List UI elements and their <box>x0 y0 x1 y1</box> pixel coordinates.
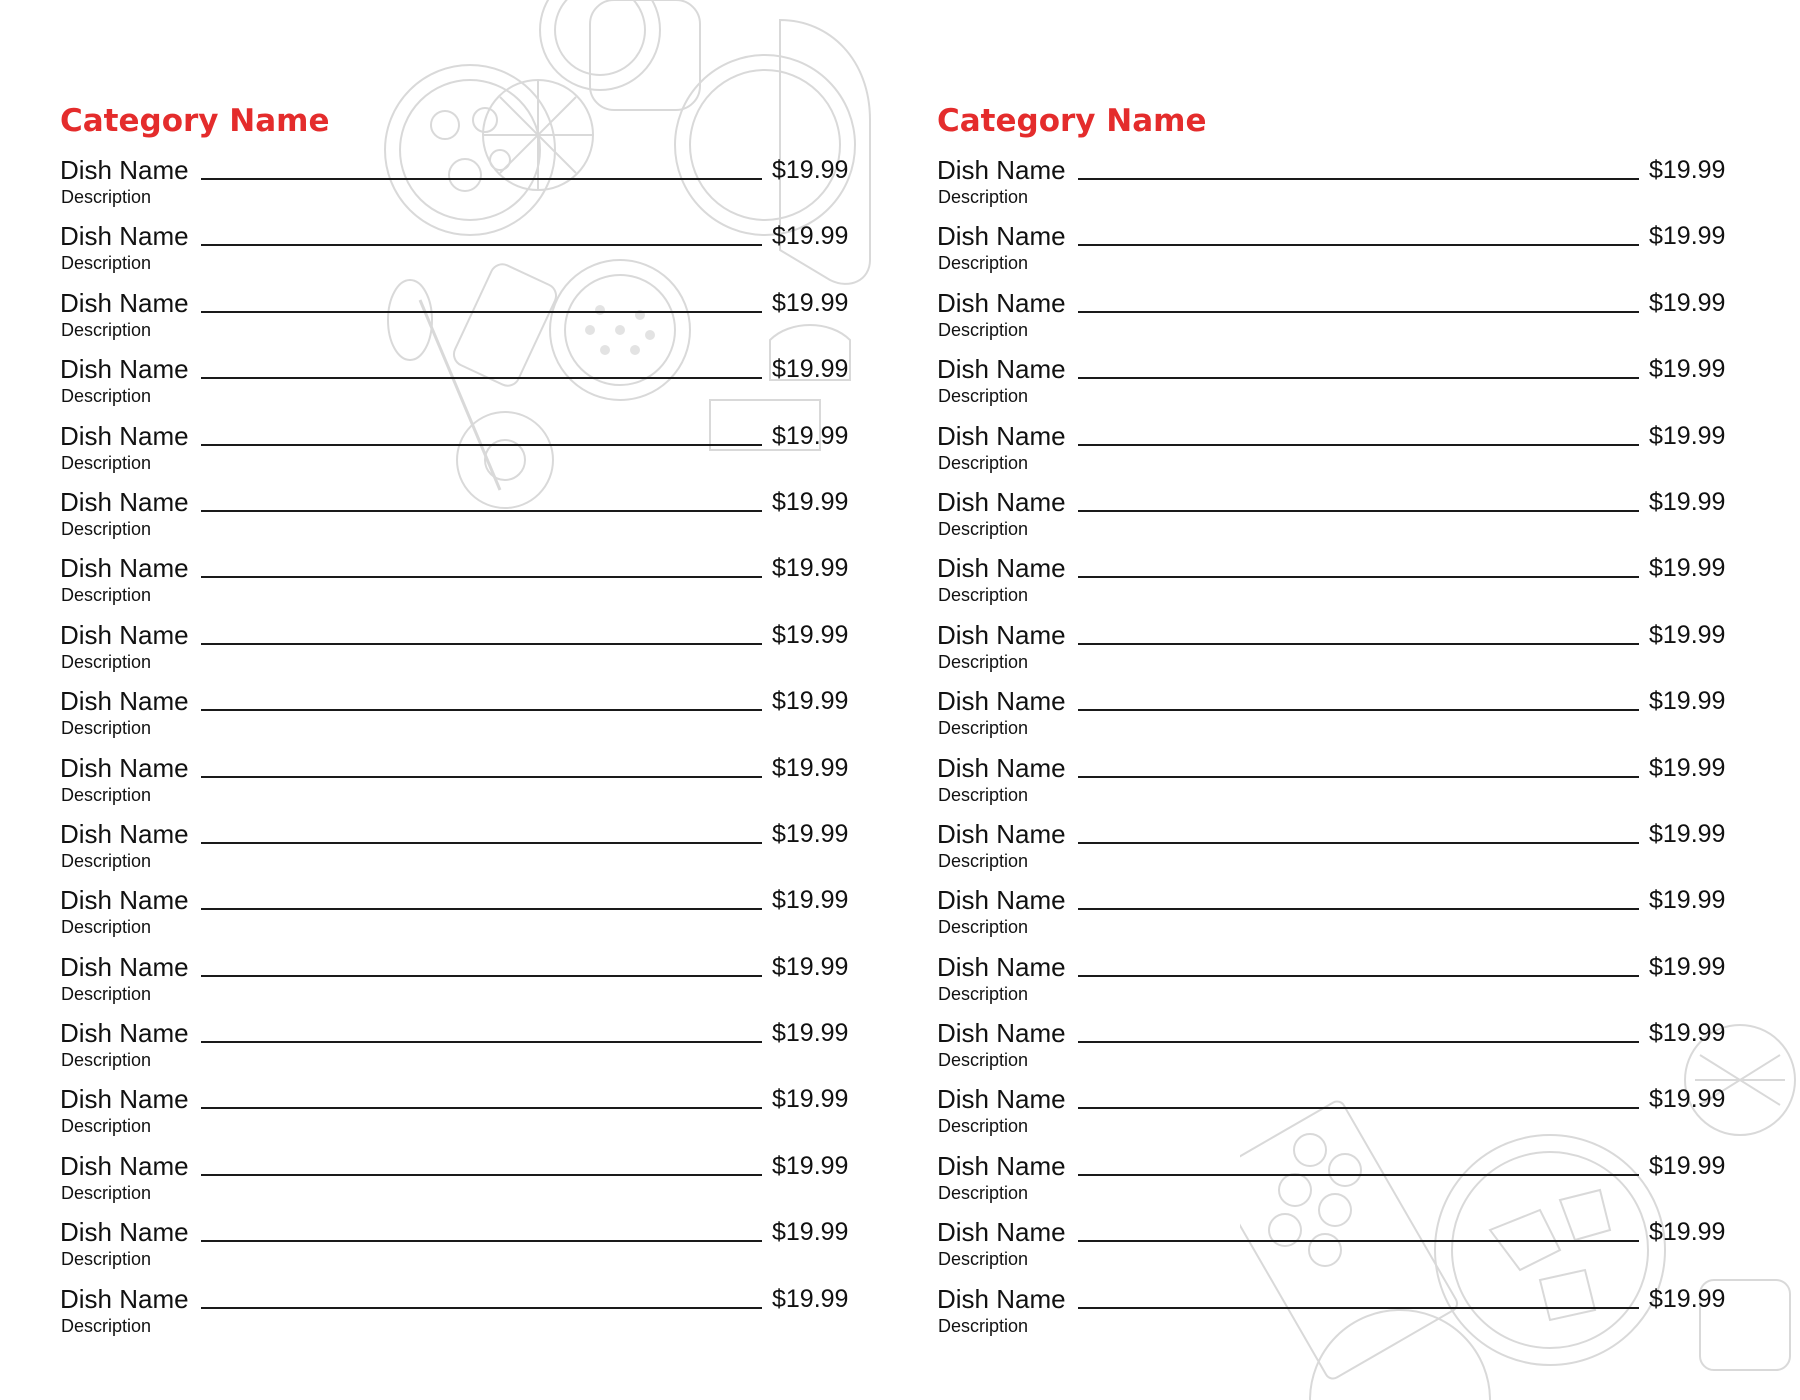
dish-description: Description <box>61 917 152 938</box>
dish-price: $19.99 <box>1649 620 1726 649</box>
leader-line <box>1078 510 1639 512</box>
menu-item <box>937 748 1737 814</box>
dish-description: Description <box>938 1050 1029 1071</box>
dish-description: Description <box>938 518 1029 539</box>
dish-name: Dish Name <box>60 354 189 385</box>
dish-price: $19.99 <box>1649 886 1726 915</box>
leader-line <box>201 311 762 313</box>
dish-price: $19.99 <box>772 487 849 516</box>
dish-price: $19.99 <box>772 1218 849 1247</box>
dish-price: $19.99 <box>772 554 849 583</box>
dish-name: Dish Name <box>937 686 1066 717</box>
menu-item <box>937 1013 1737 1079</box>
dish-name: Dish Name <box>937 1084 1066 1115</box>
dish-description: Description <box>938 1116 1029 1137</box>
dish-name: Dish Name <box>937 951 1066 982</box>
leader-line <box>201 709 762 711</box>
leader-line <box>201 377 762 379</box>
dish-price: $19.99 <box>772 687 849 716</box>
dish-description: Description <box>938 850 1029 871</box>
dish-price: $19.99 <box>1649 687 1726 716</box>
dish-description: Description <box>61 850 152 871</box>
menu-item <box>60 216 860 282</box>
dish-price: $19.99 <box>1649 288 1726 317</box>
dish-description: Description <box>61 452 152 473</box>
menu-item <box>937 1146 1737 1212</box>
leader-line <box>1078 444 1639 446</box>
dish-description: Description <box>938 1315 1029 1336</box>
dish-description: Description <box>938 386 1029 407</box>
leader-line <box>1078 643 1639 645</box>
dish-name: Dish Name <box>937 752 1066 783</box>
dish-price: $19.99 <box>1649 355 1726 384</box>
dish-price: $19.99 <box>1649 554 1726 583</box>
leader-line <box>1078 1174 1639 1176</box>
dish-price: $19.99 <box>772 753 849 782</box>
dish-price: $19.99 <box>772 1085 849 1114</box>
menu-item <box>60 1079 860 1145</box>
menu-item <box>937 1079 1737 1145</box>
leader-line <box>1078 908 1639 910</box>
dish-name: Dish Name <box>60 486 189 517</box>
menu-item <box>937 681 1737 747</box>
category-title: Category Name <box>60 103 330 139</box>
menu-item <box>60 416 860 482</box>
dish-name: Dish Name <box>60 553 189 584</box>
menu-item <box>937 615 1737 681</box>
dish-name: Dish Name <box>937 553 1066 584</box>
leader-line <box>1078 311 1639 313</box>
dish-price: $19.99 <box>1649 222 1726 251</box>
dish-price: $19.99 <box>1649 1284 1726 1313</box>
dish-name: Dish Name <box>60 1283 189 1314</box>
dish-name: Dish Name <box>937 420 1066 451</box>
dish-price: $19.99 <box>772 355 849 384</box>
dish-name: Dish Name <box>60 1084 189 1115</box>
leader-line <box>201 1107 762 1109</box>
dish-description: Description <box>938 1249 1029 1270</box>
menu-item <box>60 748 860 814</box>
menu-item <box>60 548 860 614</box>
dish-description: Description <box>61 518 152 539</box>
dish-price: $19.99 <box>1649 952 1726 981</box>
leader-line <box>1078 842 1639 844</box>
dish-name: Dish Name <box>60 885 189 916</box>
dish-name: Dish Name <box>60 420 189 451</box>
leader-line <box>1078 178 1639 180</box>
menu-item <box>60 615 860 681</box>
leader-line <box>201 1307 762 1309</box>
dish-name: Dish Name <box>60 155 189 185</box>
dish-price: $19.99 <box>1649 1085 1726 1114</box>
dish-name: Dish Name <box>937 486 1066 517</box>
leader-line <box>1078 377 1639 379</box>
leader-line <box>201 842 762 844</box>
dish-name: Dish Name <box>60 1150 189 1181</box>
menu-item <box>937 880 1737 946</box>
dish-name: Dish Name <box>60 818 189 849</box>
menu-column-right <box>937 100 1737 1345</box>
menu-item <box>60 947 860 1013</box>
leader-line <box>1078 244 1639 246</box>
dish-description: Description <box>61 1050 152 1071</box>
dish-name: Dish Name <box>60 1217 189 1248</box>
dish-description: Description <box>938 585 1029 606</box>
menu-item <box>60 482 860 548</box>
dish-price: $19.99 <box>1649 421 1726 450</box>
dish-name: Dish Name <box>60 287 189 318</box>
leader-line <box>201 1174 762 1176</box>
menu-item <box>937 1279 1737 1345</box>
menu-item <box>60 681 860 747</box>
dish-description: Description <box>61 651 152 672</box>
dish-price: $19.99 <box>772 288 849 317</box>
leader-line <box>201 975 762 977</box>
menu-item <box>937 548 1737 614</box>
dish-description: Description <box>938 718 1029 739</box>
dish-price: $19.99 <box>772 620 849 649</box>
dish-price: $19.99 <box>1649 156 1726 184</box>
menu-item <box>937 416 1737 482</box>
dish-name: Dish Name <box>60 619 189 650</box>
leader-line <box>1078 576 1639 578</box>
dish-name: Dish Name <box>937 221 1066 252</box>
menu-item <box>60 150 860 216</box>
dish-description: Description <box>61 1315 152 1336</box>
leader-line <box>201 776 762 778</box>
leader-line <box>201 444 762 446</box>
dish-name: Dish Name <box>937 885 1066 916</box>
menu-item <box>937 482 1737 548</box>
dish-price: $19.99 <box>772 156 849 184</box>
menu-item <box>937 1212 1737 1278</box>
leader-line <box>201 1240 762 1242</box>
dish-name: Dish Name <box>937 619 1066 650</box>
dish-description: Description <box>61 253 152 274</box>
menu-column-left <box>60 100 860 1345</box>
dish-description: Description <box>61 1182 152 1203</box>
dish-price: $19.99 <box>772 1284 849 1313</box>
dish-description: Description <box>938 651 1029 672</box>
dish-price: $19.99 <box>772 1151 849 1180</box>
menu-item <box>937 150 1737 216</box>
dish-price: $19.99 <box>772 222 849 251</box>
dish-name: Dish Name <box>937 1150 1066 1181</box>
dish-price: $19.99 <box>1649 753 1726 782</box>
dish-description: Description <box>61 1116 152 1137</box>
dish-name: Dish Name <box>937 155 1066 185</box>
leader-line <box>201 178 762 180</box>
menu-item <box>937 349 1737 415</box>
leader-line <box>1078 975 1639 977</box>
leader-line <box>1078 1107 1639 1109</box>
dish-name: Dish Name <box>937 287 1066 318</box>
leader-line <box>201 908 762 910</box>
dish-description: Description <box>61 319 152 340</box>
dish-name: Dish Name <box>937 1283 1066 1314</box>
dish-price: $19.99 <box>772 952 849 981</box>
category-title: Category Name <box>937 103 1207 139</box>
dish-price: $19.99 <box>1649 819 1726 848</box>
dish-description: Description <box>938 1182 1029 1203</box>
leader-line <box>201 244 762 246</box>
dish-name: Dish Name <box>937 818 1066 849</box>
dish-price: $19.99 <box>772 1019 849 1048</box>
dish-description: Description <box>938 983 1029 1004</box>
dish-description: Description <box>938 319 1029 340</box>
leader-line <box>201 576 762 578</box>
leader-line <box>201 643 762 645</box>
menu-item <box>60 283 860 349</box>
dish-price: $19.99 <box>1649 1151 1726 1180</box>
dish-price: $19.99 <box>772 886 849 915</box>
dish-name: Dish Name <box>60 686 189 717</box>
dish-price: $19.99 <box>1649 1218 1726 1247</box>
menu-item <box>937 814 1737 880</box>
dish-description: Description <box>61 983 152 1004</box>
dish-price: $19.99 <box>1649 1019 1726 1048</box>
dish-name: Dish Name <box>937 354 1066 385</box>
leader-line <box>201 1041 762 1043</box>
dish-description: Description <box>938 253 1029 274</box>
dish-description: Description <box>61 1249 152 1270</box>
menu-item <box>60 1279 860 1345</box>
leader-line <box>1078 1307 1639 1309</box>
leader-line <box>1078 1240 1639 1242</box>
dish-price: $19.99 <box>772 421 849 450</box>
leader-line <box>1078 776 1639 778</box>
leader-line <box>201 510 762 512</box>
dish-description: Description <box>61 784 152 805</box>
dish-description: Description <box>61 718 152 739</box>
dish-price: $19.99 <box>772 819 849 848</box>
menu-item <box>937 283 1737 349</box>
menu-item <box>60 814 860 880</box>
menu-item <box>60 349 860 415</box>
dish-description: Description <box>938 784 1029 805</box>
dish-description: Description <box>938 452 1029 473</box>
dish-price: $19.99 <box>1649 487 1726 516</box>
menu-item <box>60 1146 860 1212</box>
dish-name: Dish Name <box>60 951 189 982</box>
dish-description: Description <box>61 386 152 407</box>
menu-item <box>937 947 1737 1013</box>
menu-item <box>60 880 860 946</box>
leader-line <box>1078 1041 1639 1043</box>
dish-name: Dish Name <box>60 1018 189 1049</box>
menu-item <box>60 1212 860 1278</box>
menu-item <box>937 216 1737 282</box>
menu-item <box>60 1013 860 1079</box>
dish-description: Description <box>61 585 152 606</box>
dish-name: Dish Name <box>937 1217 1066 1248</box>
dish-description: Description <box>938 187 1029 207</box>
dish-name: Dish Name <box>937 1018 1066 1049</box>
dish-description: Description <box>938 917 1029 938</box>
dish-description: Description <box>61 187 152 207</box>
dish-name: Dish Name <box>60 221 189 252</box>
dish-name: Dish Name <box>60 752 189 783</box>
leader-line <box>1078 709 1639 711</box>
